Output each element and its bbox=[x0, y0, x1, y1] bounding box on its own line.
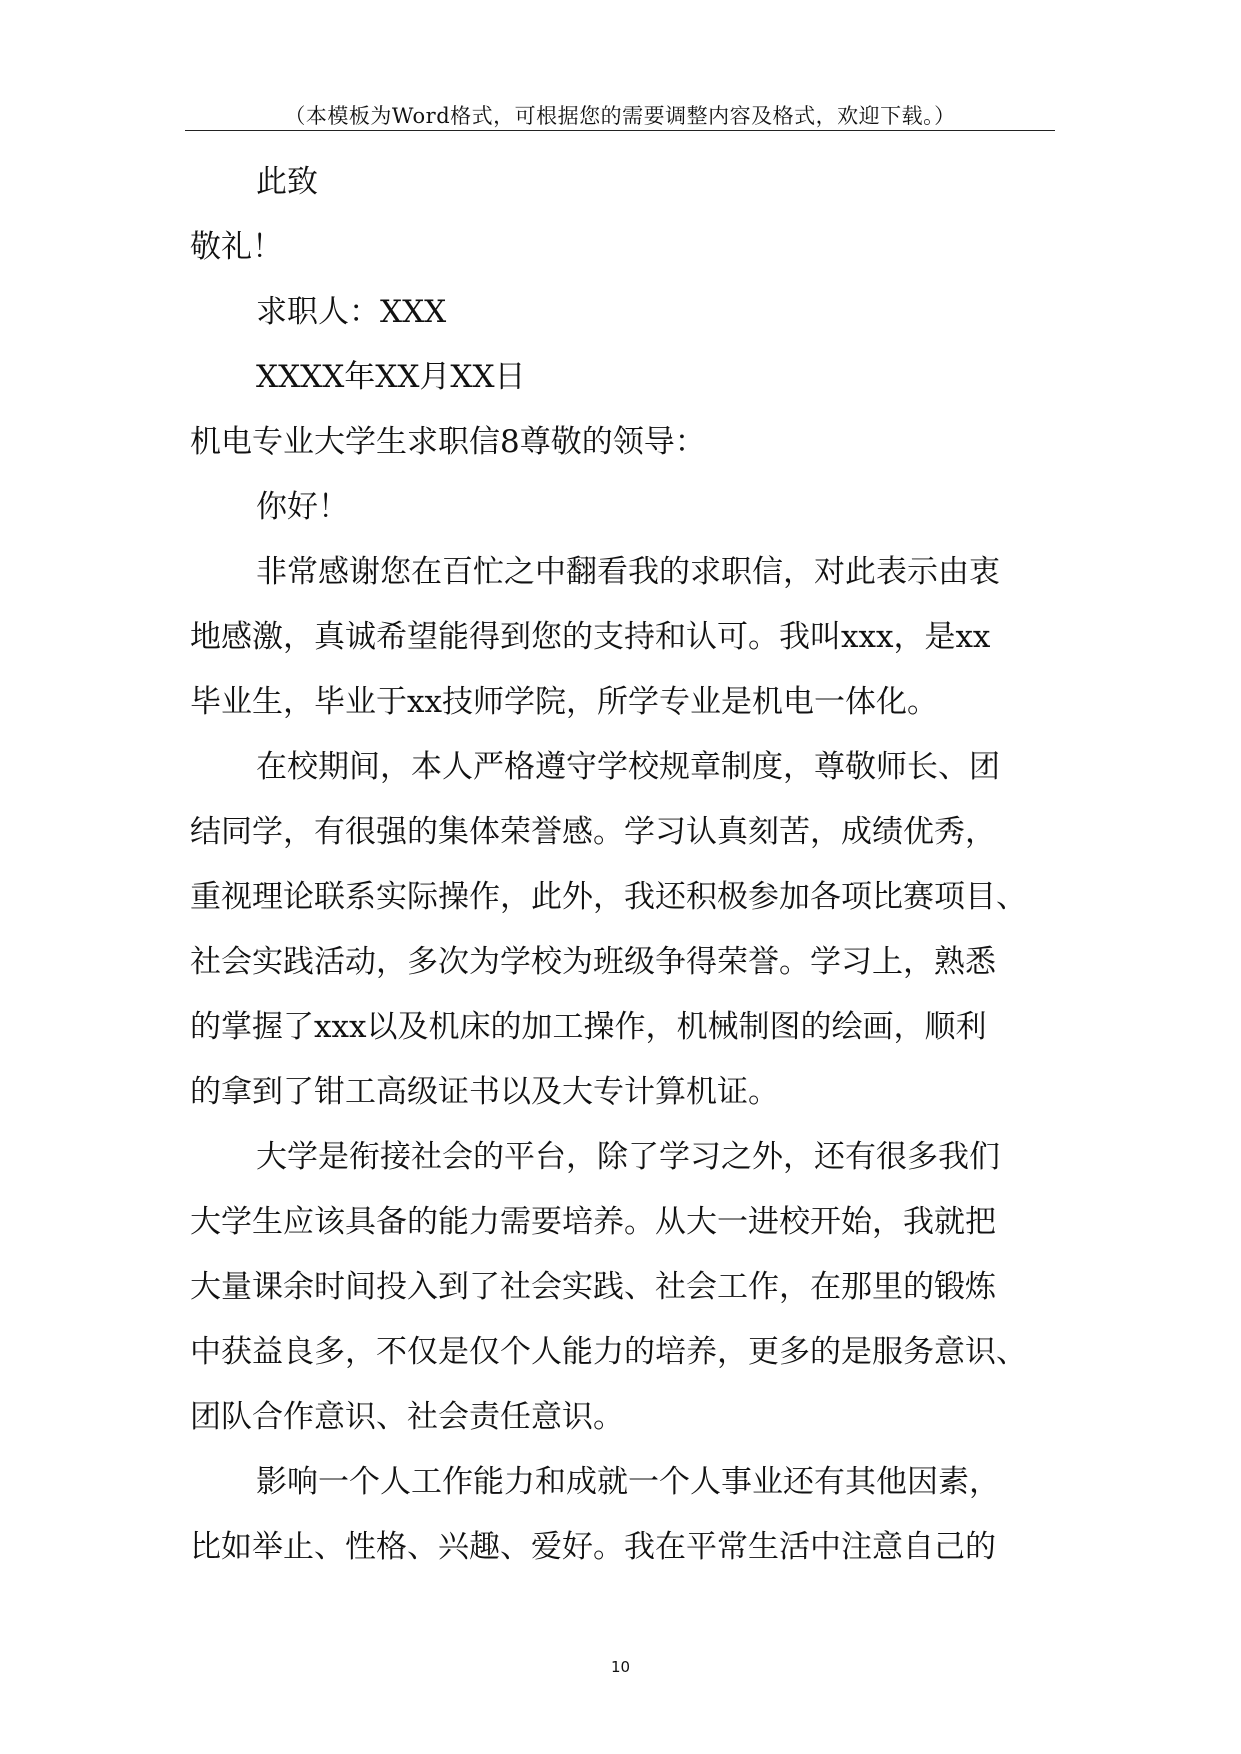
text-line: 重视理论联系实际操作，此外，我还积极参加各项比赛项目、 bbox=[190, 879, 1027, 915]
text-line: 大学生应该具备的能力需要培养。从大一进校开始，我就把 bbox=[190, 1204, 996, 1240]
header-divider bbox=[185, 130, 1055, 131]
text-line: 的拿到了钳工高级证书以及大专计算机证。 bbox=[190, 1074, 779, 1110]
template-header-note: （本模板为Word格式，可根据您的需要调整内容及格式，欢迎下载。） bbox=[284, 104, 956, 128]
text-line: 团队合作意识、社会责任意识。 bbox=[190, 1399, 624, 1435]
text-line: 大学是衔接社会的平台，除了学习之外，还有很多我们 bbox=[256, 1139, 1000, 1175]
text-line: 结同学，有很强的集体荣誉感。学习认真刻苦，成绩优秀， bbox=[190, 814, 996, 850]
text-line: 大量课余时间投入到了社会实践、社会工作，在那里的锻炼 bbox=[190, 1269, 996, 1305]
text-line: 比如举止、性格、兴趣、爱好。我在平常生活中注意自己的 bbox=[190, 1529, 996, 1565]
text-line: 非常感谢您在百忙之中翻看我的求职信，对此表示由衷 bbox=[256, 554, 1000, 590]
text-line: 你好！ bbox=[256, 489, 349, 525]
page-number: 10 bbox=[610, 1658, 631, 1676]
text-line: 在校期间，本人严格遵守学校规章制度，尊敬师长、团 bbox=[256, 749, 1000, 785]
text-line: 求职人：XXX bbox=[256, 294, 447, 330]
text-line: 地感激，真诚希望能得到您的支持和认可。我叫xxx，是xx bbox=[190, 619, 991, 655]
text-line: XXXX年XX月XX日 bbox=[256, 359, 526, 395]
text-line: 毕业生，毕业于xx技师学院，所学专业是机电一体化。 bbox=[190, 684, 938, 720]
letter-body bbox=[190, 150, 1060, 1580]
text-line: 的掌握了xxx以及机床的加工操作，机械制图的绘画，顺利 bbox=[190, 1009, 987, 1045]
text-line: 机电专业大学生求职信8尊敬的领导： bbox=[190, 424, 706, 460]
text-line: 中获益良多，不仅是仅个人能力的培养，更多的是服务意识、 bbox=[190, 1334, 1027, 1370]
text-line: 社会实践活动，多次为学校为班级争得荣誉。学习上，熟悉 bbox=[190, 944, 996, 980]
text-line: 敬礼！ bbox=[190, 229, 283, 265]
text-line: 影响一个人工作能力和成就一个人事业还有其他因素， bbox=[256, 1464, 1000, 1500]
text-line: 此致 bbox=[256, 164, 318, 200]
